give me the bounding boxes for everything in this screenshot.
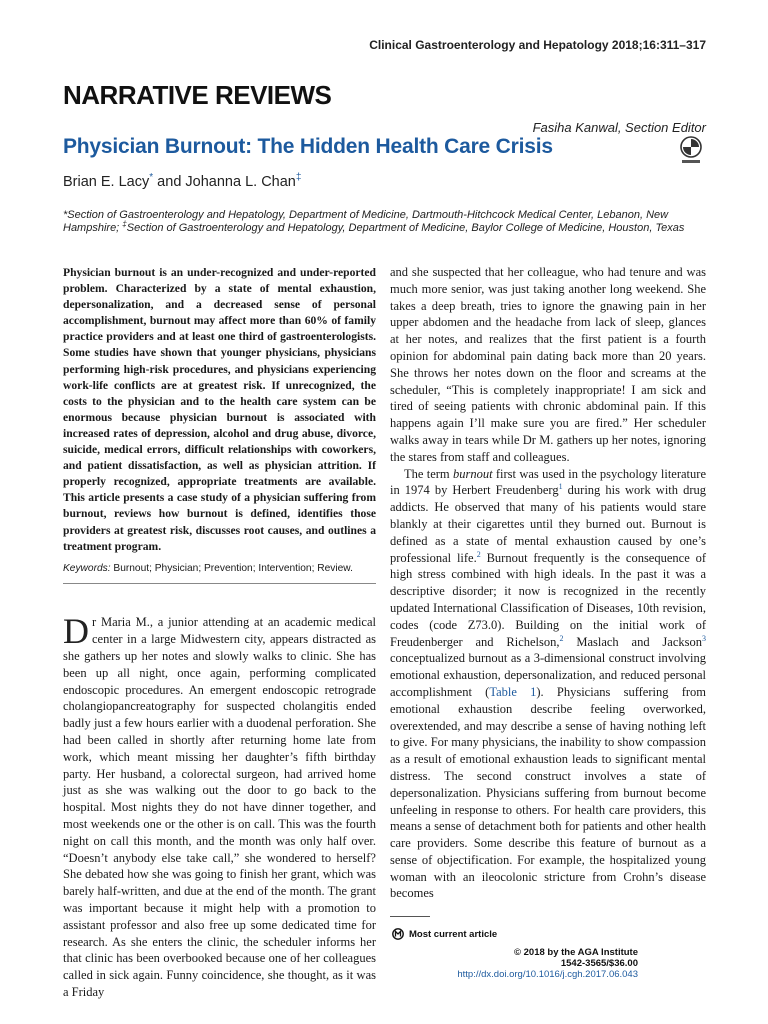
- section-editor: Fasiha Kanwal, Section Editor: [532, 120, 706, 135]
- most-current-note: [392, 928, 497, 940]
- keywords-label: Keywords:: [63, 562, 111, 574]
- most-current-label: Most current article: [409, 928, 498, 940]
- author-name[interactable]: Johanna L. Chan: [185, 174, 296, 190]
- issn: 1542-3565/$36.00: [560, 958, 638, 969]
- affiliation-mark: ‡: [122, 219, 127, 229]
- right-column: [390, 264, 706, 902]
- left-column: [63, 265, 376, 1001]
- copyright: © 2018 by the AGA Institute: [513, 947, 638, 958]
- paragraph-text: Burnout frequently is the consequence of high stress combined with high ideals. In the past it was a descriptive disorder; it now is recognized in the recently updated International Classification of Diseases, 10th revision, codes (code Z73.0). Building on the initial work of Freudenberger and Richelson,: [390, 550, 706, 649]
- reference-link[interactable]: 1: [558, 482, 563, 492]
- paragraph-text: during his work with drug addicts. He observed that many of his patients would stare blankly at their cigarettes until they burned out. Burnout is defined as a state of mental exhaustion caused by one’s professional life.: [390, 483, 706, 565]
- reference-link[interactable]: 3: [701, 633, 706, 643]
- keywords-text: Burnout; Physician; Prevention; Intervention; Review.: [110, 562, 353, 574]
- paragraph-text: conceptualized burnout as a 3-dimensional construct involving emotional exhaustion, depersonalization, and reduced personal accomplishment (: [390, 651, 706, 699]
- paragraph-text: first was used in the psychology literature in 1974 by Herbert Freudenberg: [390, 466, 706, 498]
- doi-link[interactable]: http://dx.doi.org/10.1016/j.cgh.2017.06.043: [457, 969, 638, 980]
- journal-citation: Clinical Gastroenterology and Hepatology 2018;16:311–317: [369, 38, 706, 52]
- author-conjunction: and: [153, 174, 186, 190]
- affiliation-mark[interactable]: ‡: [295, 172, 302, 184]
- table-link[interactable]: Table 1: [489, 684, 537, 699]
- section-header: NARRATIVE REVIEWS: [63, 80, 332, 110]
- paragraph-text: The term: [404, 466, 453, 481]
- article-title: Physician Burnout: The Hidden Health Care Crisis: [63, 135, 553, 158]
- affiliation-text: Section of Gastroenterology and Hepatology, Department of Medicine, Baylor College of Medicine, Houston, Texas: [126, 222, 685, 234]
- body-paragraph: [63, 611, 376, 1000]
- affiliation-mark[interactable]: *: [149, 172, 154, 184]
- crossmark-icon[interactable]: [678, 136, 704, 166]
- body-paragraph: and she suspected that her colleague, who had tenure and was much more senior, was just taking another long weekend. She takes a deep breath, tries to ignore the gnawing pain in her upper abdomen and the headache from lack of sleep, glances at her notes, and realizes that the first patient is a fourth opinion for abdominal pain dating back more than 20 years. She throws her notes down on the floor and screams at the scheduler, “This is completely inappropriate! I am sick and tired of seeing patients with chronic abdominal pain. If this happens again I’ll make sure you are fired.” Her scheduler walks away in tears while Dr M. gathers up her notes, ignoring the stares from staff and colleagues.: [390, 265, 706, 464]
- most-current-icon: [392, 928, 404, 940]
- author-name[interactable]: Brian E. Lacy: [63, 174, 150, 190]
- paragraph-text: r Maria M., a junior attending at an academic medical center in a large Midwestern city, appears distracted as she gathers up her notes and slowly walks to clinic. She has been up all night, once again, performing complicated endoscopic procedures. An emergent endoscopic retrograde cholangiopancreatography for suspected cholangitis ended badly just a few hours earlier with a duodenal perforation. She had been called in shortly after returning home late from work, which meant missing her daughter’s fifth birthday party. Her husband, a colorectal surgeon, had arrived home just as she was walking out the door to go back to the hospital. Most nights they do not have dinner together, and most weekends one or the other is on call. This was the fourth night on call this month, and the month was only half over. “Doesn’t anybody else take call,” she wondered to herself? She debated how she was going to finish her grant, which was barely half-written, and due at the end of the month. The grant was important because it might help with a promotion to assistant professor and also free up some dedicated time for research. As she enters the clinic, the scheduler informs her that clinic has been overbooked because one of her colleagues called in sick again. Funny coincidence, she thought, as it was a Friday: [63, 615, 376, 1000]
- affiliation-mark: *: [63, 209, 68, 221]
- italic-term: burnout: [452, 466, 493, 481]
- reference-link[interactable]: 2: [559, 633, 564, 643]
- affiliations: [63, 209, 703, 235]
- footer-divider: [390, 916, 430, 917]
- body-paragraph: [390, 466, 706, 903]
- abstract: Physician burnout is an under-recognized and under-reported problem. Characterized by a state of mental exhaustion, depersonalization, and a decreased sense of personal accomplishment, burnout may affect more than 60% of family practice providers and at least one third of gastroenterologists. Some studies have shown that younger physicians, physicians performing high-risk procedures, and physicians experiencing work-life conflicts are at greatest risk. If unrecognized, the costs to the physician and to the health care system can be enormous because physician burnout is associated with increased rates of depression, alcohol and drug abuse, divorce, suicide, medical errors, difficult relationships with coworkers, and patient dissatisfaction, as well as physician attrition. If properly recognized, appropriate treatments are available. This article presents a case study of a physician suffering from burnout, reviews how burnout is defined, identifies those providers at greatest risk, discusses root causes, and outlines a treatment program.: [63, 266, 376, 553]
- keywords: [63, 561, 376, 585]
- affiliation-text: Section of Gastroenterology and Hepatology, Department of Medicine, Dartmouth-Hitchcock Medical Center, Lebanon, New Hampshire;: [63, 209, 669, 234]
- authors: [63, 174, 301, 190]
- paragraph-text: ). Physicians suffering from emotional exhaustion describe feeling overworked, overextended, and may describe a sense of having nothing left to give. For many physicians, the inability to show compassion as a result of emotional exhaustion leads to significant mental distress. The second construct involves a state of depersonalization. Physicians suffering from burnout become unfeeling in response to others. For health care providers, this means a sense of detachment both for patients and other health care providers. Some describe this feature of burnout as a sense of objectification. For example, the hospitalized young woman with an ileocolonic stricture from Crohn’s disease becomes: [390, 684, 706, 901]
- paragraph-text: Maslach and Jackson: [563, 634, 702, 649]
- reference-link[interactable]: 2: [476, 549, 481, 559]
- drop-cap: D: [63, 611, 89, 652]
